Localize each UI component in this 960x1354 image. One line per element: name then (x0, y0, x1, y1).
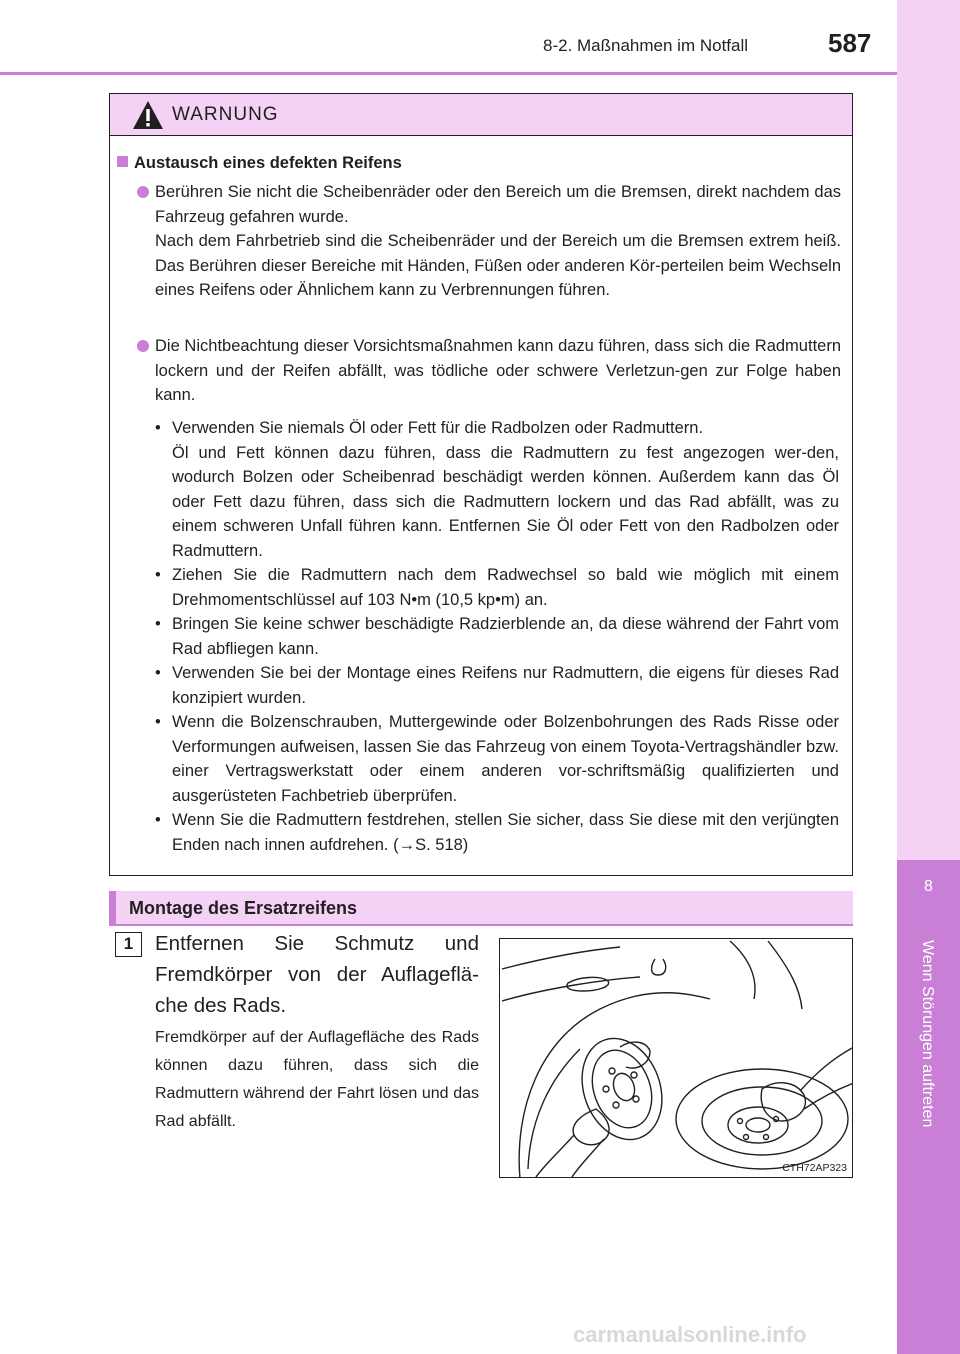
warning-item-2 (137, 334, 841, 408)
chapter-number: 8 (924, 878, 933, 895)
section-heading: Montage des Ersatzreifens (129, 898, 358, 918)
list-item: • Wenn die Bolzenschrauben, Muttergewinde oder Bolzenbohrungen des Rads Risse oder Verformungen aufweisen, lassen Sie das Fahrzeug von einem Toyota-Vertragshändler bzw. einer Vertragswerkstatt oder einem anderen vor-schriftsmäßig qualifizierten und ausgerüsteten Fachbetrieb überprüfen. (155, 710, 839, 808)
wheel-cleaning-drawing (500, 939, 853, 1178)
watermark: carmanualsonline.info (573, 1322, 807, 1347)
list-item-continuation: Öl und Fett können dazu führen, dass die Radmuttern zu fest angezogen wer-den, wodurch Bolzen oder Scheibenrad beschädigt werden können. Außerdem kann das Öl oder Fett dazu führen, dass sich die Radmuttern lockern und das Rad abfällt, was zu einem schweren Unfall führen kann. Entfernen Sie Öl oder Fett von den Radbolzen oder Radmuttern. (172, 443, 839, 560)
square-bullet-icon (117, 156, 128, 167)
warning-item-2-text: Die Nichtbeachtung dieser Vorsichtsmaßnahmen kann dazu führen, dass sich die Radmuttern lockern und der Reifen abfällt, was tödliche oder schwere Verletzun-gen zur Folge haben kann. (155, 337, 841, 404)
chapter-tab-top (897, 0, 960, 860)
wheel-cleaning-illustration (499, 938, 853, 1178)
list-item: • Verwenden Sie niemals Öl oder Fett für die Radbolzen oder Radmuttern. (155, 416, 839, 441)
step-number: 1 (115, 932, 142, 957)
warning-item-1 (137, 180, 841, 303)
warning-header (110, 94, 852, 136)
list-item: • Wenn Sie die Radmuttern festdrehen, stellen Sie sicher, dass Sie diese mit den verjüngten Enden nach innen aufdrehen. (→S. 518) (155, 808, 839, 857)
illustration-code: CTH72AP323 (782, 1162, 847, 1174)
circle-bullet-icon (137, 186, 149, 198)
header-rule (0, 72, 897, 75)
list-item: • Bringen Sie keine schwer beschädigte Radzierblende an, da diese während der Fahrt vom Rad abfliegen kann. (155, 612, 839, 661)
step-body: Fremdkörper auf der Auflagefläche des Rads können dazu führen, dass sich die Radmuttern während der Fahrt lösen und das Rad abfällt. (155, 1029, 479, 1130)
list-item: • Verwenden Sie bei der Montage eines Reifens nur Radmuttern, die eigens für dieses Rad konzipiert wurden. (155, 661, 839, 710)
section-title: 8-2. Maßnahmen im Notfall (543, 36, 749, 55)
list-item: • Ziehen Sie die Radmuttern nach dem Radwechsel so bald wie möglich mit einem Drehmomentschlüssel auf 103 N•m (10,5 kp•m) an. (155, 563, 839, 612)
warning-bullet-list (155, 416, 839, 857)
warning-item-1-para-2: Nach dem Fahrbetrieb sind die Scheibenräder und der Bereich um die Bremsen extrem heiß. Das Berühren dieser Bereiche mit Händen, Füßen oder anderen Kör-perteilen beim Wechseln eines Reifens oder Ähnlichem kann zu Verbrennungen führen. (155, 232, 841, 299)
warning-title: WARNUNG (172, 104, 279, 125)
section-heading-bar (109, 891, 853, 926)
circle-bullet-icon (137, 340, 149, 352)
warning-triangle-icon (132, 100, 164, 135)
page-number: 587 (828, 28, 872, 58)
warning-subheading: Austausch eines defekten Reifens (117, 154, 402, 173)
step-title: Entfernen Sie Schmutz und Fremdkörper von der Auflageflä-che des Rads. (155, 932, 479, 1017)
chapter-title: Wenn Störungen auftreten (919, 940, 936, 1128)
section-accent (109, 891, 116, 924)
warning-item-1-para-1: Berühren Sie nicht die Scheibenräder oder den Bereich um die Bremsen, direkt nachdem das Fahrzeug gefahren wurde. (155, 183, 841, 226)
